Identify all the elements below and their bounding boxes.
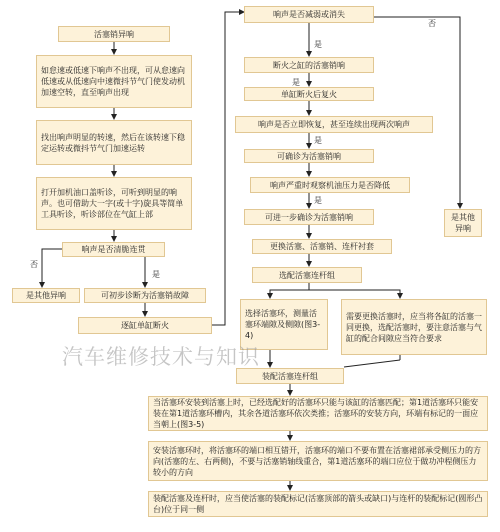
node-install-rings-1: 当活塞环安装到活塞上时，已经选配好的活塞环只能与该缸的活塞匹配；第1道活塞环只能安装在第1道活塞环槽内，其余各道活塞环依次类推；活塞环的安装方向，环端有标记的一面应当朝上(图3-5) — [148, 396, 488, 431]
node-preliminary-diagnosis: 可初步诊断为活塞销故障 — [84, 288, 206, 303]
node-decision-crisp: 响声是否清脆连贯 — [62, 242, 165, 257]
label-yes-4: 是 — [314, 196, 322, 205]
node-other-noise-left: 是其他异响 — [12, 288, 80, 303]
label-no-right: 否 — [428, 19, 436, 28]
label-no-left: 否 — [30, 260, 38, 269]
node-replace-parts: 更换活塞、活塞销、连杆衬套 — [252, 239, 392, 254]
node-confirm-pin-noise: 可确诊为活塞销响 — [244, 149, 374, 163]
node-install-rings-2: 安装活塞环时，将活塞环的端口相互错开，活塞环的端口不要布置在活塞裙部承受侧压力的方向(活塞的左、右两侧)，不要与活塞销轴线重合，第1道活塞环的端口应位于做功冲程侧压力较小的方向 — [148, 441, 488, 481]
node-restore-fire: 单缸断火后复火 — [244, 87, 374, 101]
node-further-confirm: 可进一步确诊为活塞销响 — [244, 209, 374, 225]
node-assemble-marks: 装配活塞及连杆时，应当使活塞的装配标记(活塞顶部的箭头或缺口)与连杆的装配标记(圆形凸台)位于同一侧 — [148, 491, 488, 517]
label-yes-1: 是 — [314, 40, 322, 49]
label-yes-2: 是 — [292, 78, 300, 87]
node-single-cylinder-cut: 逐缸单缸断火 — [78, 317, 212, 334]
node-q-oil-pressure: 响声严重时观察机油压力是否降低 — [250, 177, 410, 193]
node-select-group: 选配活塞连杆组 — [252, 267, 362, 283]
node-other-noise-right: 是其他异响 — [444, 209, 482, 237]
node-ring-selection: 选择活塞环，测量活塞环端隙及侧隙(图3-4) — [240, 299, 328, 350]
node-step-idle-accelerate: 如怠速或低速下响声不出现，可从怠速向低速或从低速向中速微抖节气门使发动机加速空转，直至响声出现 — [36, 55, 192, 108]
node-assemble-group: 装配活塞连杆组 — [236, 368, 344, 384]
node-piston-pin-noise: 活塞销异响 — [58, 26, 170, 42]
label-yes-left: 是 — [152, 270, 160, 279]
node-cut-cylinder-pin: 断火之缸的活塞销响 — [244, 57, 374, 73]
node-q-recover: 响声是否立即恢复，甚至连续出现两次响声 — [235, 116, 433, 133]
watermark-text: 汽车维修技术与知识 — [62, 345, 260, 369]
node-step-listen: 打开加机油口盖听诊，可听到明显的响声。也可借助大一字(或十字)旋具等简单工具听诊，听诊部位在气缸上部 — [36, 177, 192, 230]
label-yes-3: 是 — [314, 136, 322, 145]
node-piston-replacement: 需要更换活塞时，应当将各缸的活塞一同更换，选配活塞时，要注意活塞与气缸的配合间隙应当符合要求 — [341, 299, 487, 355]
node-q-weaken: 响声是否减弱或消失 — [244, 6, 374, 23]
node-step-find-speed: 找出响声明显的转速，然后在该转速下稳定运转或微抖节气门加速运转 — [36, 120, 192, 165]
